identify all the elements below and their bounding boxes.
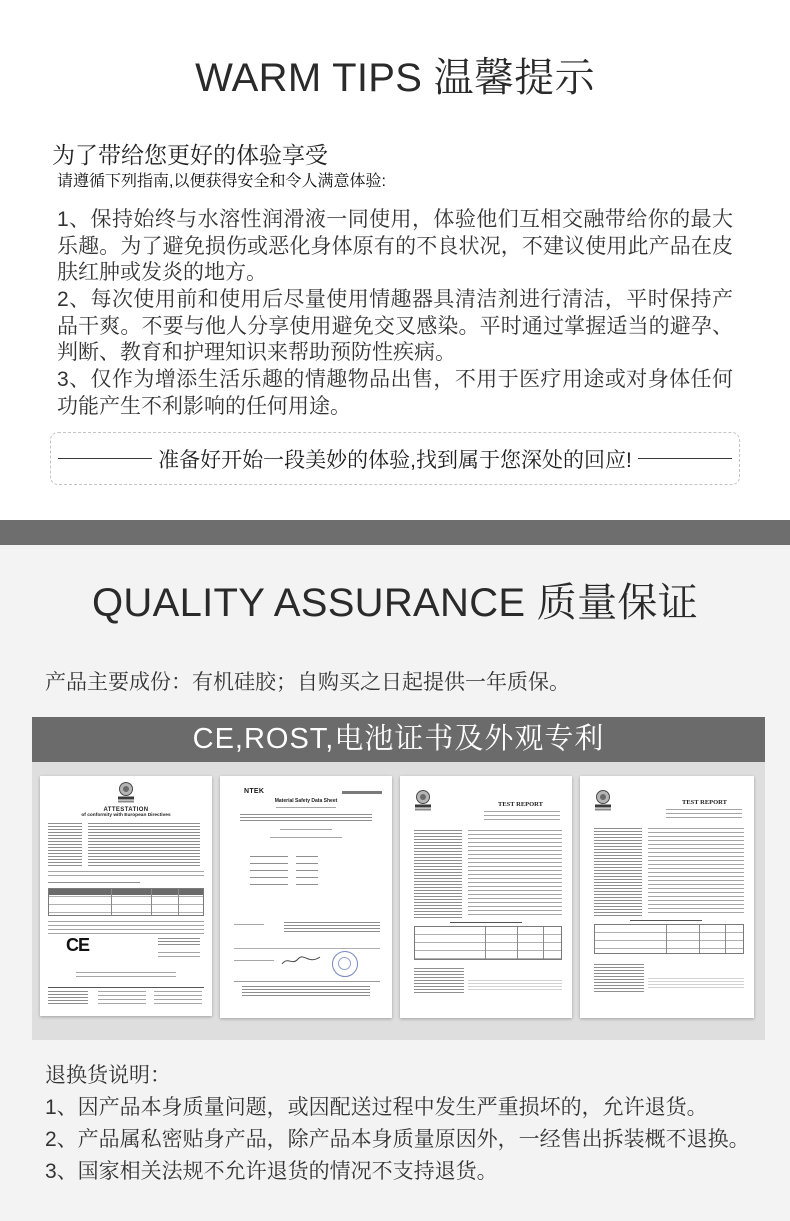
cert-text-lines <box>276 807 336 811</box>
cert-heading: ATTESTATION <box>103 807 149 813</box>
cert-table-divider <box>485 927 486 959</box>
callout-box <box>50 432 740 485</box>
callout-left-rule <box>58 458 152 459</box>
cert-table-caption <box>450 922 522 923</box>
cert-text-lines <box>48 882 140 885</box>
cert-value-lines <box>468 830 562 918</box>
cert-table-caption <box>630 920 702 921</box>
cert-footer-lines <box>414 968 464 994</box>
certificate-msds <box>220 776 392 1018</box>
cert-label-lines <box>414 830 462 918</box>
cert-text-lines <box>666 809 742 821</box>
cert-label-lines <box>250 856 288 890</box>
tip-3-line-1: 3、仅作为增添生活乐趣的情趣物品出售，不用于医疗用途或对身体任何 <box>57 368 733 392</box>
cert-divider <box>234 948 380 949</box>
cert-table-divider <box>151 889 152 915</box>
bureau-veritas-logo <box>594 790 612 812</box>
official-stamp-inner-ring <box>338 957 351 970</box>
callout-right-rule <box>638 458 732 459</box>
tip-2-line-3: 判断、教育和护理知识来帮助预防性疾病。 <box>57 341 456 365</box>
cert-label-lines <box>594 828 642 916</box>
warm-tips-body <box>57 207 733 421</box>
cert-table <box>594 924 744 954</box>
cert-text-lines <box>76 972 176 978</box>
cert-footer-lines <box>154 991 202 1005</box>
cert-table-divider <box>111 889 112 915</box>
returns-item-3: 3、国家相关法规不允许退货的情况不支持退货。 <box>45 1160 498 1183</box>
cert-table-header <box>49 889 203 895</box>
section-divider-band <box>0 520 790 545</box>
tip-3-line-2: 功能产生不利影响的任何用途。 <box>57 394 351 418</box>
certificates-panel <box>32 762 765 1040</box>
cert-footer-lines <box>648 978 744 988</box>
cert-value-lines <box>648 828 744 916</box>
tip-2-line-2: 品干爽。不要与他人分享使用避免交叉感染。平时通过掌握适当的避孕、 <box>57 314 733 338</box>
certificate-test-report-2 <box>580 776 754 1018</box>
cert-heading: TEST REPORT <box>682 799 727 806</box>
cert-table <box>48 888 204 916</box>
cert-footer-lines <box>98 991 146 1005</box>
tip-2-line-1: 2、每次使用前和使用后尽量使用情趣器具清洁剂进行清洁，平时保持产 <box>57 288 733 312</box>
signature <box>280 954 322 968</box>
cert-footer-lines <box>468 980 562 990</box>
official-stamp <box>332 951 358 977</box>
cert-text-lines <box>48 871 204 879</box>
cert-footer-rule <box>234 981 380 982</box>
cert-heading: TEST REPORT <box>498 801 543 808</box>
cert-table-divider <box>699 925 700 953</box>
cert-text-lines <box>484 811 560 823</box>
cert-heading: Material Safety Data Sheet <box>274 798 338 804</box>
cert-subheading: of conformity with European Directives <box>81 813 171 818</box>
warm-tips-title: WARM TIPS 温馨提示 <box>195 56 595 100</box>
returns-item-1: 1、因产品本身质量问题，或因配送过程中发生严重损坏的，允许退货。 <box>45 1096 708 1119</box>
returns-heading: 退换货说明： <box>45 1064 171 1087</box>
tip-1-line-1: 1、保持始终与水溶性润滑液一同使用，体验他们互相交融带给你的最大 <box>57 208 733 231</box>
certificate-ce-attestation <box>40 776 212 1016</box>
bureau-veritas-logo <box>414 790 432 812</box>
cert-value-lines <box>296 856 318 890</box>
cert-text-lines <box>234 960 274 964</box>
tip-1-line-3: 肤红肿或发炎的地方。 <box>57 261 267 285</box>
cert-footer-lines <box>242 986 370 996</box>
bureau-veritas-logo <box>117 782 135 804</box>
cert-footer-lines <box>48 991 88 1005</box>
cert-text-lines <box>284 922 380 934</box>
returns-item-2: 2、产品属私密贴身产品，除产品本身质量原因外，一经售出拆装概不退换。 <box>45 1128 750 1151</box>
cert-signature-lines <box>158 938 200 945</box>
ntek-logo: NTEK <box>244 788 265 795</box>
cert-text-lines <box>280 829 332 831</box>
product-composition: 产品主要成份：有机硅胶；自购买之日起提供一年质保。 <box>45 671 570 694</box>
ce-mark: CE <box>66 935 90 955</box>
cert-text-lines <box>48 823 82 867</box>
callout-text: 准备好开始一段美妙的体验,找到属于您深处的回应! <box>158 448 632 472</box>
cert-text-lines <box>240 814 372 822</box>
tip-1-line-2: 乐趣。为了避免损伤或恶化身体原有的不良状况，不建议使用此产品在皮 <box>57 234 733 258</box>
cert-reference-bar <box>342 791 382 794</box>
cert-text-lines <box>270 837 342 839</box>
cert-text-lines <box>158 952 200 957</box>
warm-tips-instruction: 请遵循下列指南,以便获得安全和令人满意体验: <box>57 173 386 190</box>
certificate-test-report-1 <box>400 776 572 1018</box>
cert-table-divider <box>666 925 667 953</box>
cert-text-lines <box>88 823 200 867</box>
cert-table <box>414 926 562 960</box>
warm-tips-subtitle: 为了带给您更好的体验享受 <box>52 142 328 168</box>
warm-tips-section <box>0 0 790 520</box>
cert-table-divider <box>725 925 726 953</box>
quality-assurance-title: QUALITY ASSURANCE 质量保证 <box>92 581 698 625</box>
cert-footer-lines <box>594 964 644 992</box>
cert-text-lines <box>48 921 204 934</box>
certificates-banner: CE,ROST,电池证书及外观专利 <box>32 717 765 762</box>
cert-table-divider <box>178 889 179 915</box>
cert-table-divider <box>517 927 518 959</box>
cert-footer-rule <box>48 987 204 988</box>
cert-text-lines <box>234 924 264 926</box>
cert-table-divider <box>543 927 544 959</box>
